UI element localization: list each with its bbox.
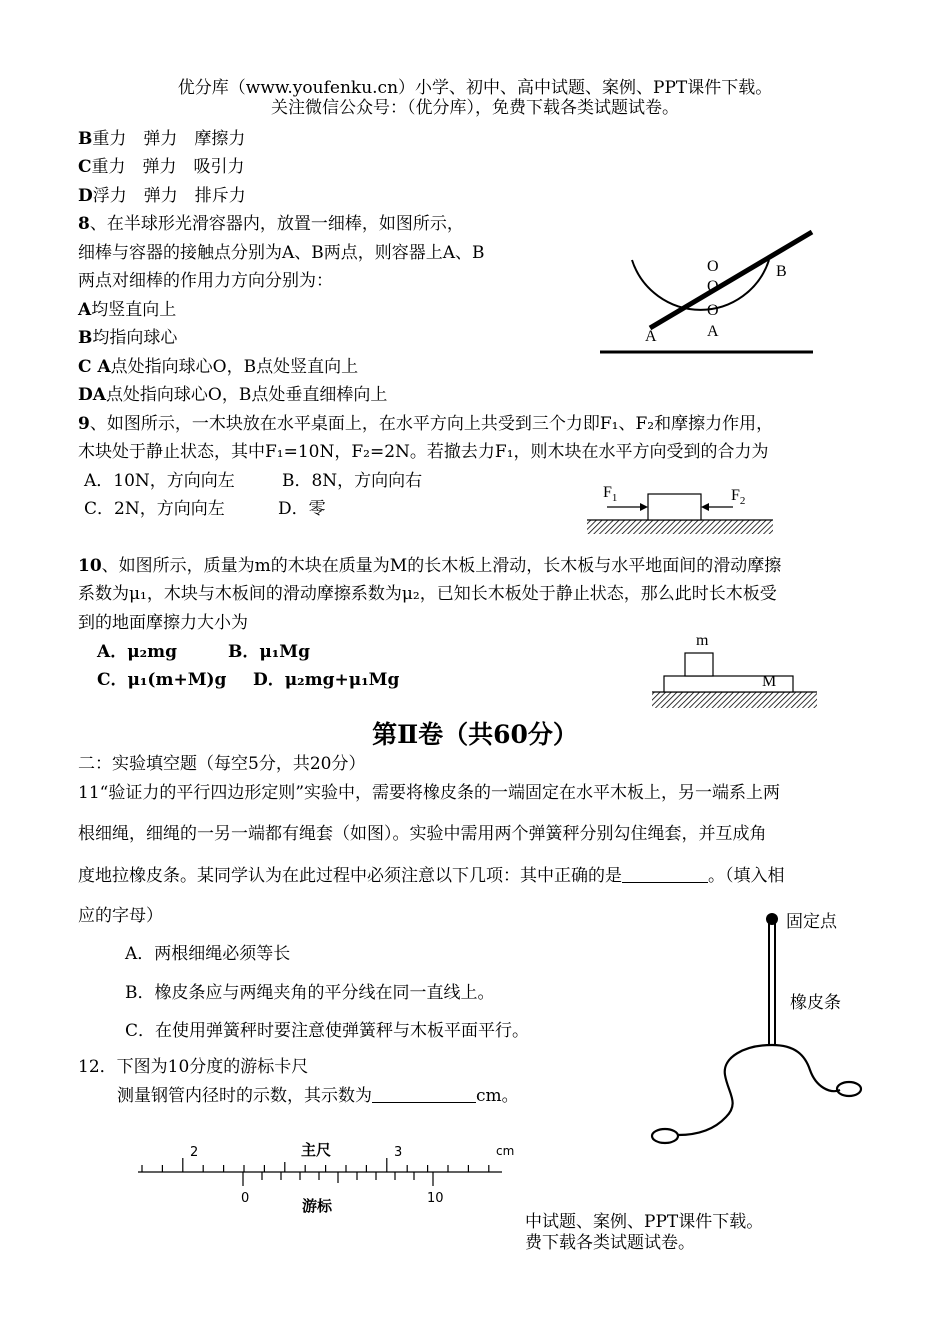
label-a-center: A: [707, 323, 719, 340]
header-line-1: 优分库（www.youfenku.cn）小学、初中、高中试题、案例、PPT课件下载。: [177, 78, 773, 98]
q11-answer-blank[interactable]: [622, 864, 708, 883]
block-forces-figure: [585, 480, 780, 540]
q7-option-d: D浮力 弹力 排斥力: [78, 186, 246, 206]
wood-block: [648, 494, 701, 520]
q7-option-b: B重力 弹力 摩擦力: [78, 129, 246, 149]
label-b: B: [776, 263, 787, 280]
q12-stem-1: 12．下图为10分度的游标卡尺: [78, 1057, 309, 1077]
rubber-band-label: 橡皮条: [790, 993, 841, 1012]
label-big-m: M: [762, 673, 777, 690]
vernier-label-0: 0: [241, 1191, 250, 1206]
board-block-figure: [650, 628, 820, 713]
q9-option-b: B．8N，方向向右: [282, 471, 423, 491]
q10-option-b: B．μ₁Mg: [228, 642, 310, 662]
q10-option-c: C．μ₁(m+M)g: [97, 670, 227, 690]
main-tick-label-3: 3: [394, 1145, 403, 1160]
table-surface: [587, 520, 773, 534]
header-line-2: 关注微信公众号：（优分库），免费下载各类试题试卷。: [271, 98, 679, 118]
unit-label: cm: [496, 1144, 515, 1158]
q9-option-c: C．2N，方向向左: [84, 499, 225, 519]
label-o-1: O: [707, 258, 719, 275]
f2-label: $F_2$: [731, 487, 746, 507]
f1-label: $F_1$: [603, 484, 618, 504]
q11-stem-3: 度地拉橡皮条。某同学认为在此过程中必须注意以下几项：其中正确的是 。（填入相: [78, 866, 785, 886]
thin-rod: [650, 232, 812, 328]
small-block: [685, 653, 713, 676]
loop-right: [837, 1082, 861, 1096]
string-left: [678, 1045, 772, 1135]
q9-stem-2: 木块处于静止状态，其中F₁=10N，F₂=2N。若撤去力F₁，则木块在水平方向受到的合力为: [78, 442, 769, 462]
section-subtitle: 二：实验填空题（每空5分，共20分）: [78, 754, 366, 774]
q12-answer-blank[interactable]: [372, 1084, 476, 1103]
q9-option-d: D．零: [278, 499, 326, 519]
section-title: 第Ⅱ卷（共60分）: [372, 720, 578, 749]
vernier-scale-label: 游标: [302, 1197, 333, 1215]
q10-option-a: A．μ₂mg: [97, 642, 177, 662]
vernier-label-10: 10: [427, 1191, 444, 1206]
string-right: [772, 1045, 840, 1091]
main-scale: [138, 1141, 514, 1172]
label-m: m: [696, 632, 709, 649]
q8-option-d: DA点处指向球心O，B点处垂直细棒向上: [78, 385, 388, 405]
q11-stem-1: 11“验证力的平行四边形定则”实验中，需要将橡皮条的一端固定在水平木板上，另一端系上两: [78, 783, 781, 803]
q8-stem-1: 8、在半球形光滑容器内，放置一细棒，如图所示，: [78, 214, 464, 234]
footer-line-1: 中试题、案例、PPT课件下载。: [525, 1212, 764, 1232]
main-scale-label: 主尺: [301, 1141, 332, 1159]
q8-option-b: B均指向球心: [78, 328, 178, 348]
q8-option-a: A均竖直向上: [78, 300, 177, 320]
loop-left: [652, 1129, 678, 1143]
q10-stem-1: 10、如图所示，质量为m的木块在质量为M的长木板上滑动，长木板与水平地面间的滑动摩擦: [78, 556, 782, 576]
q10-stem-3: 到的地面摩擦力大小为: [78, 613, 248, 633]
label-a-left: A: [645, 328, 657, 345]
label-o-2: O: [707, 278, 719, 295]
label-o-3: O: [707, 302, 719, 319]
q11-option-c: C．在使用弹簧秤时要注意使弹簧秤与木板平面平行。: [125, 1021, 530, 1041]
hemisphere-figure: [595, 220, 825, 360]
q11-option-a: A．两根细绳必须等长: [125, 944, 291, 964]
vernier-caliper-figure: [130, 1132, 520, 1224]
q11-stem-2: 根细绳，细绳的一另一端都有绳套（如图）。实验中需用两个弹簧秤分别勾住绳套，并互成角: [78, 824, 767, 844]
q9-option-a: A．10N，方向向左: [84, 471, 235, 491]
rubber-band-figure: [640, 905, 880, 1150]
q7-option-c: C重力 弹力 吸引力: [78, 157, 245, 177]
ground-surface: [652, 692, 817, 708]
q11-option-b: B．橡皮条应与两绳夹角的平分线在同一直线上。: [125, 983, 495, 1003]
q8-stem-2: 细棒与容器的接触点分别为A、B两点，则容器上A、B: [78, 243, 485, 263]
q12-stem-2: 测量钢管内径时的示数，其示数为 cm。: [117, 1086, 519, 1106]
q8-option-c: C A点处指向球心O，B点处竖直向上: [78, 357, 359, 377]
q10-option-d: D．μ₂mg+μ₁Mg: [253, 670, 400, 690]
q8-stem-3: 两点对细棒的作用力方向分别为：: [78, 271, 333, 291]
fixed-point-label: 固定点: [786, 912, 837, 931]
q9-stem-1: 9、如图所示，一木块放在水平桌面上，在水平方向上共受到三个力即F₁、F₂和摩擦力作用，: [78, 414, 774, 434]
fixed-point-dot: [766, 913, 778, 925]
main-tick-label-2: 2: [190, 1145, 199, 1160]
q11-stem-4: 应的字母）: [78, 906, 163, 926]
vernier-scale: [241, 1172, 444, 1215]
q10-stem-2: 系数为μ₁，木块与木板间的滑动摩擦系数为μ₂，已知长木板处于静止状态，那么此时长木板受: [78, 584, 777, 604]
footer-line-2: 费下载各类试题试卷。: [525, 1233, 695, 1253]
